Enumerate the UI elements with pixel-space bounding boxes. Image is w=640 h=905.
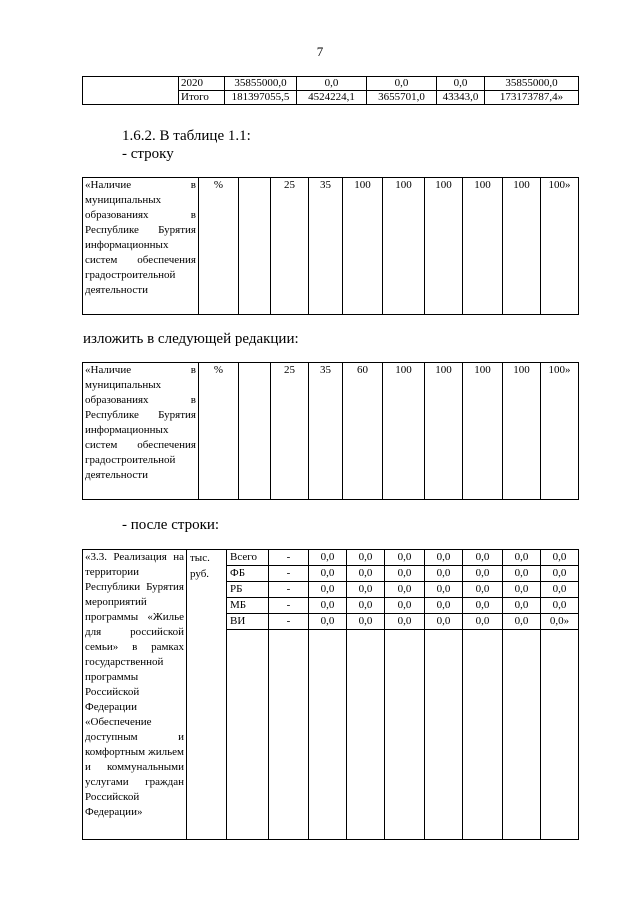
indicator-row-new xyxy=(82,362,579,500)
value-cell: 0,0 xyxy=(309,614,347,630)
value-cell: 35 xyxy=(309,178,343,315)
value-cell: 100» xyxy=(541,178,579,315)
unit-cell: % xyxy=(199,363,239,500)
empty-cell xyxy=(309,630,347,840)
source-code: ВИ xyxy=(227,614,269,630)
value-cell: 0,0 xyxy=(463,582,503,598)
empty-cell xyxy=(385,630,425,840)
value-cell: 0,0 xyxy=(347,598,385,614)
value-cell: 0,0 xyxy=(541,598,579,614)
value-cell: 35 xyxy=(309,363,343,500)
value-cell: 0,0 xyxy=(503,582,541,598)
value-cell: 0,0 xyxy=(463,566,503,582)
value-cell: 0,0 xyxy=(541,566,579,582)
restate-text: изложить в следующей редакции: xyxy=(83,331,299,347)
value-cell: 0,0 xyxy=(309,566,347,582)
page-number: 7 xyxy=(316,44,324,59)
value-cell: 0,0 xyxy=(425,550,463,566)
value-cell: 0,0» xyxy=(541,614,579,630)
value-cell: 0,0 xyxy=(463,550,503,566)
measure-description: «3.3. Реализация на территории Республики Бурятия мероприятий программы «Жилье для российской семьи» в рамках государственной программы Российской Федерации «Обеспечение доступным и комфортным жильем и коммунальными услугами граждан Российской Федерации» xyxy=(83,550,187,840)
value-cell: 0,0 xyxy=(367,77,437,91)
table-row xyxy=(83,363,579,500)
value-cell: 0,0 xyxy=(385,550,425,566)
value-cell: 3655701,0 xyxy=(367,91,437,105)
table-row xyxy=(83,550,579,566)
value-cell: 0,0 xyxy=(385,566,425,582)
value-cell: 0,0 xyxy=(425,598,463,614)
value-cell: 173173787,4» xyxy=(485,91,579,105)
indicator-row-old xyxy=(82,177,579,315)
dash-cell: - xyxy=(269,566,309,582)
value-cell: 100 xyxy=(463,363,503,500)
value-cell: 100» xyxy=(541,363,579,500)
value-cell: 0,0 xyxy=(347,614,385,630)
value-cell: 0,0 xyxy=(425,582,463,598)
value-cell: 0,0 xyxy=(503,598,541,614)
value-cell: 60 xyxy=(343,363,383,500)
source-code: МБ xyxy=(227,598,269,614)
value-cell: 0,0 xyxy=(385,614,425,630)
dash-cell: - xyxy=(269,598,309,614)
value-cell: 100 xyxy=(383,363,425,500)
empty-cell xyxy=(239,363,271,500)
empty-cell xyxy=(503,630,541,840)
value-cell: 0,0 xyxy=(463,598,503,614)
value-cell: 100 xyxy=(383,178,425,315)
value-cell: 43343,0 xyxy=(437,91,485,105)
value-cell: 0,0 xyxy=(425,566,463,582)
value-cell: 0,0 xyxy=(437,77,485,91)
value-cell: 0,0 xyxy=(503,566,541,582)
source-code: ФБ xyxy=(227,566,269,582)
value-cell: 0,0 xyxy=(297,77,367,91)
section-row-label: - строку xyxy=(122,146,174,162)
value-cell: 0,0 xyxy=(347,582,385,598)
value-cell: 100 xyxy=(425,363,463,500)
indicator-description: «Наличие в муниципальных образованиях в Республике Бурятия информационных систем обеспечения градостроительной деятельности xyxy=(83,178,199,315)
dash-cell: - xyxy=(269,582,309,598)
empty-cell xyxy=(227,630,269,840)
value-cell: 0,0 xyxy=(309,598,347,614)
empty-cell xyxy=(541,630,579,840)
source-code: РБ xyxy=(227,582,269,598)
value-cell: 0,0 xyxy=(347,566,385,582)
value-cell: 0,0 xyxy=(503,614,541,630)
empty-cell xyxy=(239,178,271,315)
value-cell: 100 xyxy=(503,363,541,500)
year-cell: 2020 xyxy=(179,77,225,91)
value-cell: 4524224,1 xyxy=(297,91,367,105)
value-cell: 100 xyxy=(463,178,503,315)
dash-cell: - xyxy=(269,550,309,566)
value-cell: 100 xyxy=(503,178,541,315)
unit-cell: % xyxy=(199,178,239,315)
value-cell: 0,0 xyxy=(385,598,425,614)
budget-table-fragment xyxy=(82,76,579,105)
table-row xyxy=(83,178,579,315)
empty-cell xyxy=(347,630,385,840)
program-row-3-3 xyxy=(82,549,579,840)
unit-cell: тыс. руб. xyxy=(187,550,227,840)
value-cell: 0,0 xyxy=(347,550,385,566)
total-label-cell: Итого xyxy=(179,91,225,105)
value-cell: 100 xyxy=(343,178,383,315)
value-cell: 0,0 xyxy=(463,614,503,630)
value-cell: 0,0 xyxy=(503,550,541,566)
source-code: Всего xyxy=(227,550,269,566)
value-cell: 100 xyxy=(425,178,463,315)
empty-cell xyxy=(269,630,309,840)
value-cell: 25 xyxy=(271,363,309,500)
value-cell: 0,0 xyxy=(385,582,425,598)
indicator-description: «Наличие в муниципальных образованиях в Республике Бурятия информационных систем обеспечения градостроительной деятельности xyxy=(83,363,199,500)
dash-cell: - xyxy=(269,614,309,630)
value-cell: 0,0 xyxy=(309,550,347,566)
after-text: - после строки: xyxy=(122,517,220,533)
value-cell: 0,0 xyxy=(309,582,347,598)
value-cell: 181397055,5 xyxy=(225,91,297,105)
empty-cell xyxy=(425,630,463,840)
empty-cell xyxy=(83,77,179,105)
empty-cell xyxy=(463,630,503,840)
value-cell: 0,0 xyxy=(541,582,579,598)
value-cell: 35855000,0 xyxy=(225,77,297,91)
table-row xyxy=(83,77,579,91)
value-cell: 0,0 xyxy=(541,550,579,566)
value-cell: 25 xyxy=(271,178,309,315)
section-heading: 1.6.2. В таблице 1.1: xyxy=(122,128,251,144)
value-cell: 35855000,0 xyxy=(485,77,579,91)
value-cell: 0,0 xyxy=(425,614,463,630)
